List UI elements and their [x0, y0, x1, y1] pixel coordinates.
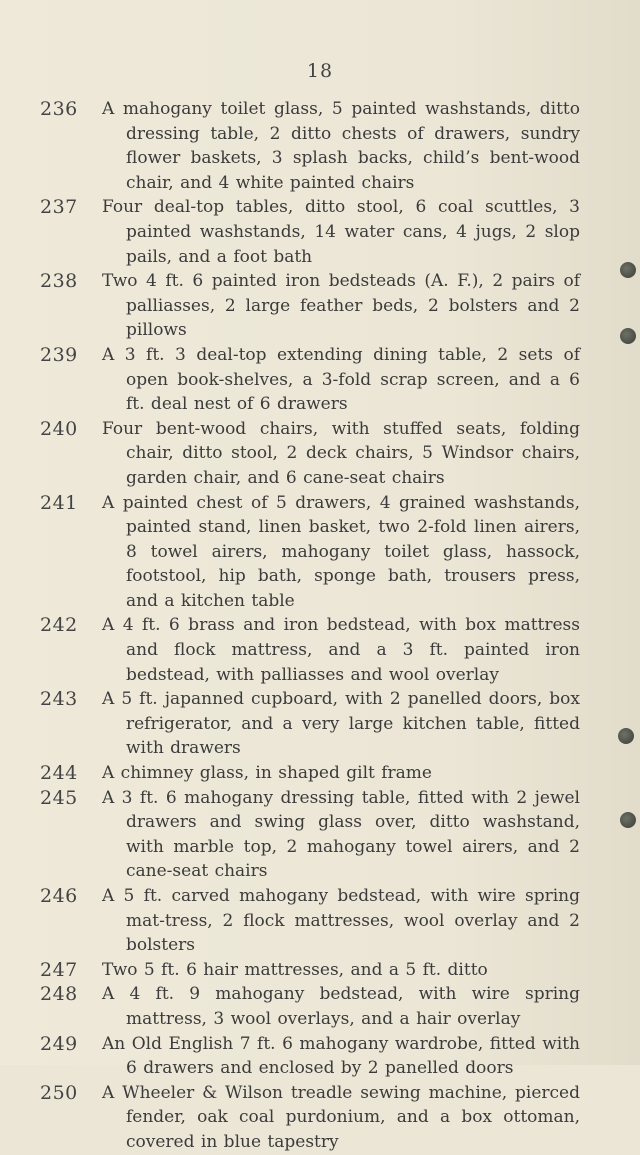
lot-entry — [40, 958, 580, 983]
lot-number: 239 — [40, 343, 78, 366]
lot-entry — [40, 269, 580, 343]
lot-description: A 3 ft. 6 mahogany dressing table, fitted with 2 jewel drawers and swing glass over, ditto washstand, with marble top, 2 mahogany towel airers, and 2 cane-seat chairs — [102, 787, 580, 882]
lot-entry — [40, 687, 580, 761]
lot-description: Four bent-wood chairs, with stuffed seats, folding chair, ditto stool, 2 deck chairs, 5 Windsor chairs, garden chair, and 6 cane-seat chairs — [102, 418, 580, 488]
lot-entry — [40, 613, 580, 687]
lot-description: Two 4 ft. 6 painted iron bedsteads (A. F.), 2 pairs of palliasses, 2 large feather beds, 2 bolsters and 2 pillows — [102, 271, 580, 341]
lot-entry — [40, 1032, 580, 1081]
binding-hole — [620, 812, 636, 828]
page-number: 18 — [306, 60, 334, 82]
lot-number: 249 — [40, 1032, 78, 1055]
lot-number: 238 — [40, 270, 78, 293]
binding-hole — [620, 262, 636, 278]
lot-number: 247 — [40, 958, 78, 981]
lot-number: 245 — [40, 786, 78, 809]
binding-hole — [620, 328, 636, 344]
lot-description: A mahogany toilet glass, 5 painted washstands, ditto dressing table, 2 ditto chests of drawers, sundry flower baskets, 3 splash backs, child’s bent-wood chair, and 4 white painted chairs — [102, 99, 580, 193]
lot-entry — [40, 491, 580, 614]
lot-description: A 4 ft. 9 mahogany bedstead, with wire spring mattress, 3 wool overlays, and a hair overlay — [102, 984, 580, 1029]
lot-number: 240 — [40, 417, 78, 440]
lot-description: A painted chest of 5 drawers, 4 grained washstands, painted stand, linen basket, two 2-fold linen airers, 8 towel airers, mahogany toilet glass, hassock, footstool, hip bath, sponge bath, trousers press, and a kitchen table — [102, 492, 580, 611]
lot-list — [40, 97, 580, 1155]
lot-entry — [40, 97, 580, 195]
lot-entry — [40, 761, 580, 786]
lot-number: 246 — [40, 885, 78, 907]
lot-entry — [40, 786, 580, 884]
lot-number: 242 — [40, 614, 78, 637]
lot-number: 244 — [40, 762, 78, 785]
lot-number: 236 — [40, 98, 78, 120]
lot-description: A chimney glass, in shaped gilt frame — [102, 763, 432, 784]
lot-description: A Wheeler & Wilson treadle sewing machine, pierced fender, oak coal purdonium, and a box ottoman, covered in blue tapestry — [102, 1082, 580, 1152]
lot-entry — [40, 884, 580, 958]
lot-description: Four deal-top tables, ditto stool, 6 coal scuttles, 3 painted washstands, 14 water cans, 4 jugs, 2 slop pails, and a foot bath — [102, 197, 580, 267]
lot-description: A 4 ft. 6 brass and iron bedstead, with box mattress and flock mattress, and a 3 ft. painted iron bedstead, with palliasses and wool overlay — [102, 615, 580, 685]
lot-description: A 5 ft. japanned cupboard, with 2 panelled doors, box refrigerator, and a very large kitchen table, fitted with drawers — [102, 689, 580, 759]
lot-number: 250 — [40, 1081, 78, 1104]
lot-entry — [40, 343, 580, 417]
lot-number: 243 — [40, 688, 78, 711]
lot-entry — [40, 982, 580, 1031]
lot-description: A 5 ft. carved mahogany bedstead, with wire spring mat-tress, 2 flock mattresses, wool overlay and 2 bolsters — [102, 886, 580, 956]
lot-entry — [40, 417, 580, 491]
lot-number: 237 — [40, 196, 78, 219]
lot-description: Two 5 ft. 6 hair mattresses, and a 5 ft. ditto — [102, 959, 488, 980]
lot-number: 241 — [40, 491, 78, 514]
lot-entry — [40, 1081, 580, 1155]
lot-description: An Old English 7 ft. 6 mahogany wardrobe, fitted with 6 drawers and enclosed by 2 panelled doors — [102, 1033, 580, 1079]
lot-description: A 3 ft. 3 deal-top extending dining table, 2 sets of open book-shelves, a 3-fold scrap screen, and a 6 ft. deal nest of 6 drawers — [102, 344, 580, 415]
lot-entry — [40, 195, 580, 269]
binding-hole — [618, 728, 634, 744]
lot-number: 248 — [40, 983, 78, 1006]
